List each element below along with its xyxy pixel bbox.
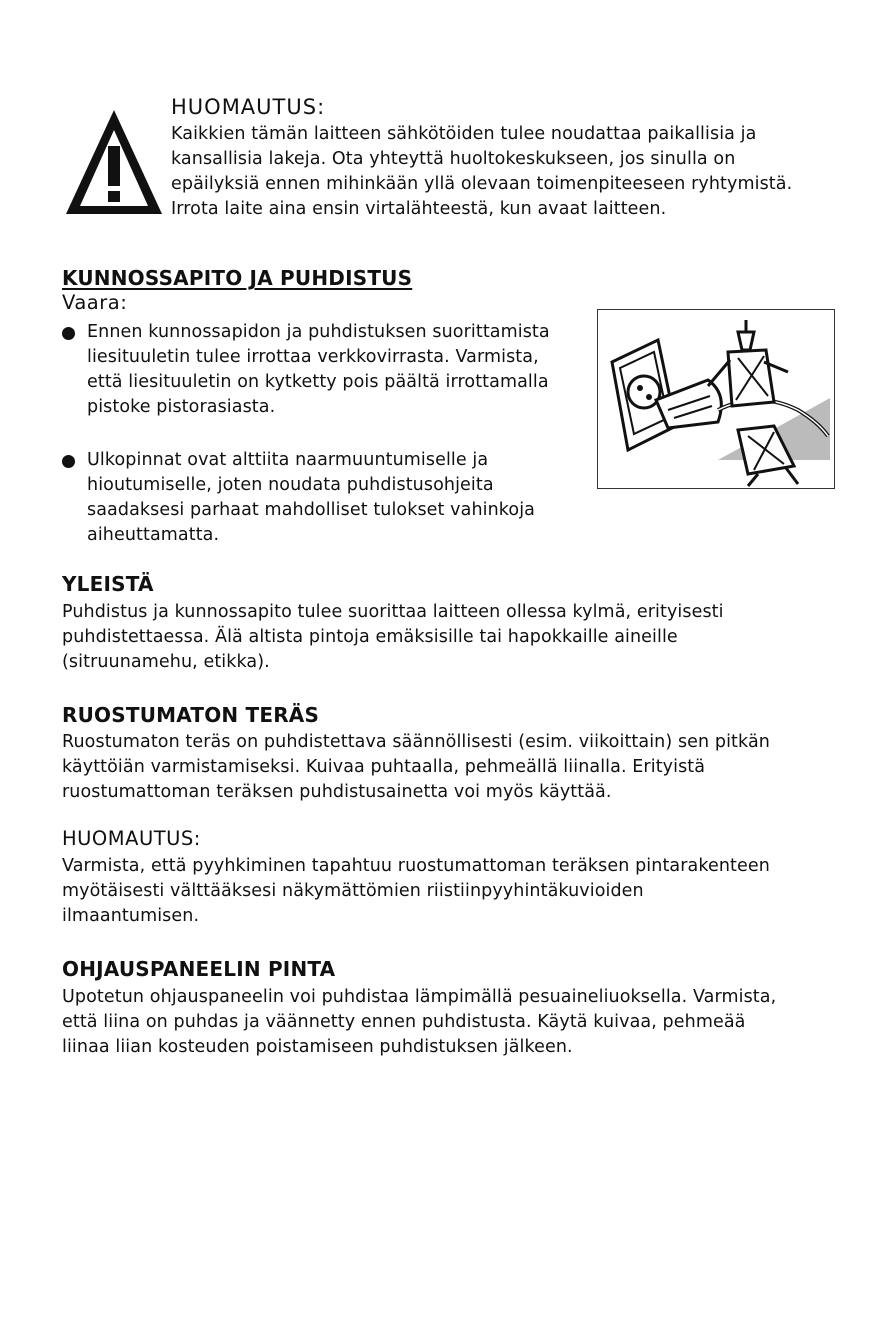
list-item xyxy=(62,320,602,420)
general-paragraph xyxy=(62,600,862,675)
warning-line: epäilyksiä ennen mihinkään yllä olevaan toimenpiteeseen ryhtymistä. xyxy=(171,174,793,194)
paragraph-line: Ruostumaton teräs on puhdistettava säännöllisesti (esim. viikoittain) sen pitkän xyxy=(62,732,770,752)
bullet-line: Ulkopinnat ovat alttiita naarmuuntumiselle ja xyxy=(87,450,489,470)
paragraph-line: puhdistettaessa. Älä altista pintoja emäksisille tai hapokkaille aineille xyxy=(62,627,678,647)
bullet-icon xyxy=(62,455,75,468)
bullet-line: pistoke pistorasiasta. xyxy=(87,397,276,417)
warning-triangle-icon xyxy=(62,106,166,218)
general-heading: YLEISTÄ xyxy=(62,572,154,596)
stainless-heading: RUOSTUMATON TERÄS xyxy=(62,703,320,727)
control-panel-paragraph xyxy=(62,985,862,1060)
note-paragraph xyxy=(62,854,862,929)
plug-socket-icon xyxy=(598,310,834,488)
bullet-line: aiheuttamatta. xyxy=(87,525,220,545)
bullet-line: saadaksesi parhaat mahdolliset tulokset vahinkoja xyxy=(87,500,536,520)
bullet-line: että liesituuletin on kytketty pois päältä irrottamalla xyxy=(87,372,549,392)
paragraph-line: ruostumattoman teräksen puhdistusainetta voi myös käyttää. xyxy=(62,782,612,802)
bullet-line: liesituuletin tulee irrottaa verkkovirrasta. Varmista, xyxy=(87,347,539,367)
paragraph-line: käyttöiän varmistamiseksi. Kuivaa puhtaalla, pehmeällä liinalla. Erityistä xyxy=(62,757,706,777)
paragraph-line: liinaa liian kosteuden poistamiseen puhdistuksen jälkeen. xyxy=(62,1037,573,1057)
bullet-line: Ennen kunnossapidon ja puhdistuksen suorittamista xyxy=(87,322,550,342)
paragraph-line: Puhdistus ja kunnossapito tulee suorittaa laitteen ollessa kylmä, erityisesti xyxy=(62,602,724,622)
note-title: HUOMAUTUS: xyxy=(62,827,201,850)
paragraph-line: että liina on puhdas ja väännetty ennen puhdistusta. Käytä kuivaa, pehmeää xyxy=(62,1012,746,1032)
danger-label: Vaara: xyxy=(62,291,128,314)
unplug-illustration xyxy=(597,309,835,489)
warning-line: Irrota laite aina ensin virtalähteestä, kun avaat laitteen. xyxy=(171,199,667,219)
bullet-line: hioutumiselle, joten noudata puhdistusohjeita xyxy=(87,475,494,495)
warning-title: HUOMAUTUS: xyxy=(171,95,326,119)
bullet-icon xyxy=(62,327,75,340)
maintenance-heading: KUNNOSSAPITO JA PUHDISTUS xyxy=(62,266,413,290)
stainless-paragraph xyxy=(62,730,862,805)
warning-line: Kaikkien tämän laitteen sähkötöiden tulee noudattaa paikallisia ja xyxy=(171,124,757,144)
warning-line: kansallisia lakeja. Ota yhteyttä huoltokeskukseen, jos sinulla on xyxy=(171,149,736,169)
paragraph-line: Varmista, että pyyhkiminen tapahtuu ruostumattoman teräksen pintarakenteen xyxy=(62,856,770,876)
warning-notice xyxy=(171,92,871,222)
paragraph-line: Upotetun ohjauspaneelin voi puhdistaa lämpimällä pesuaineliuoksella. Varmista, xyxy=(62,987,777,1007)
paragraph-line: (sitruunamehu, etikka). xyxy=(62,652,270,672)
paragraph-line: myötäisesti välttääksesi näkymättömien riistiinpyyhintäkuvioiden xyxy=(62,881,644,901)
control-panel-heading: OHJAUSPANEELIN PINTA xyxy=(62,957,336,981)
paragraph-line: ilmaantumisen. xyxy=(62,906,200,926)
list-item xyxy=(62,448,602,548)
